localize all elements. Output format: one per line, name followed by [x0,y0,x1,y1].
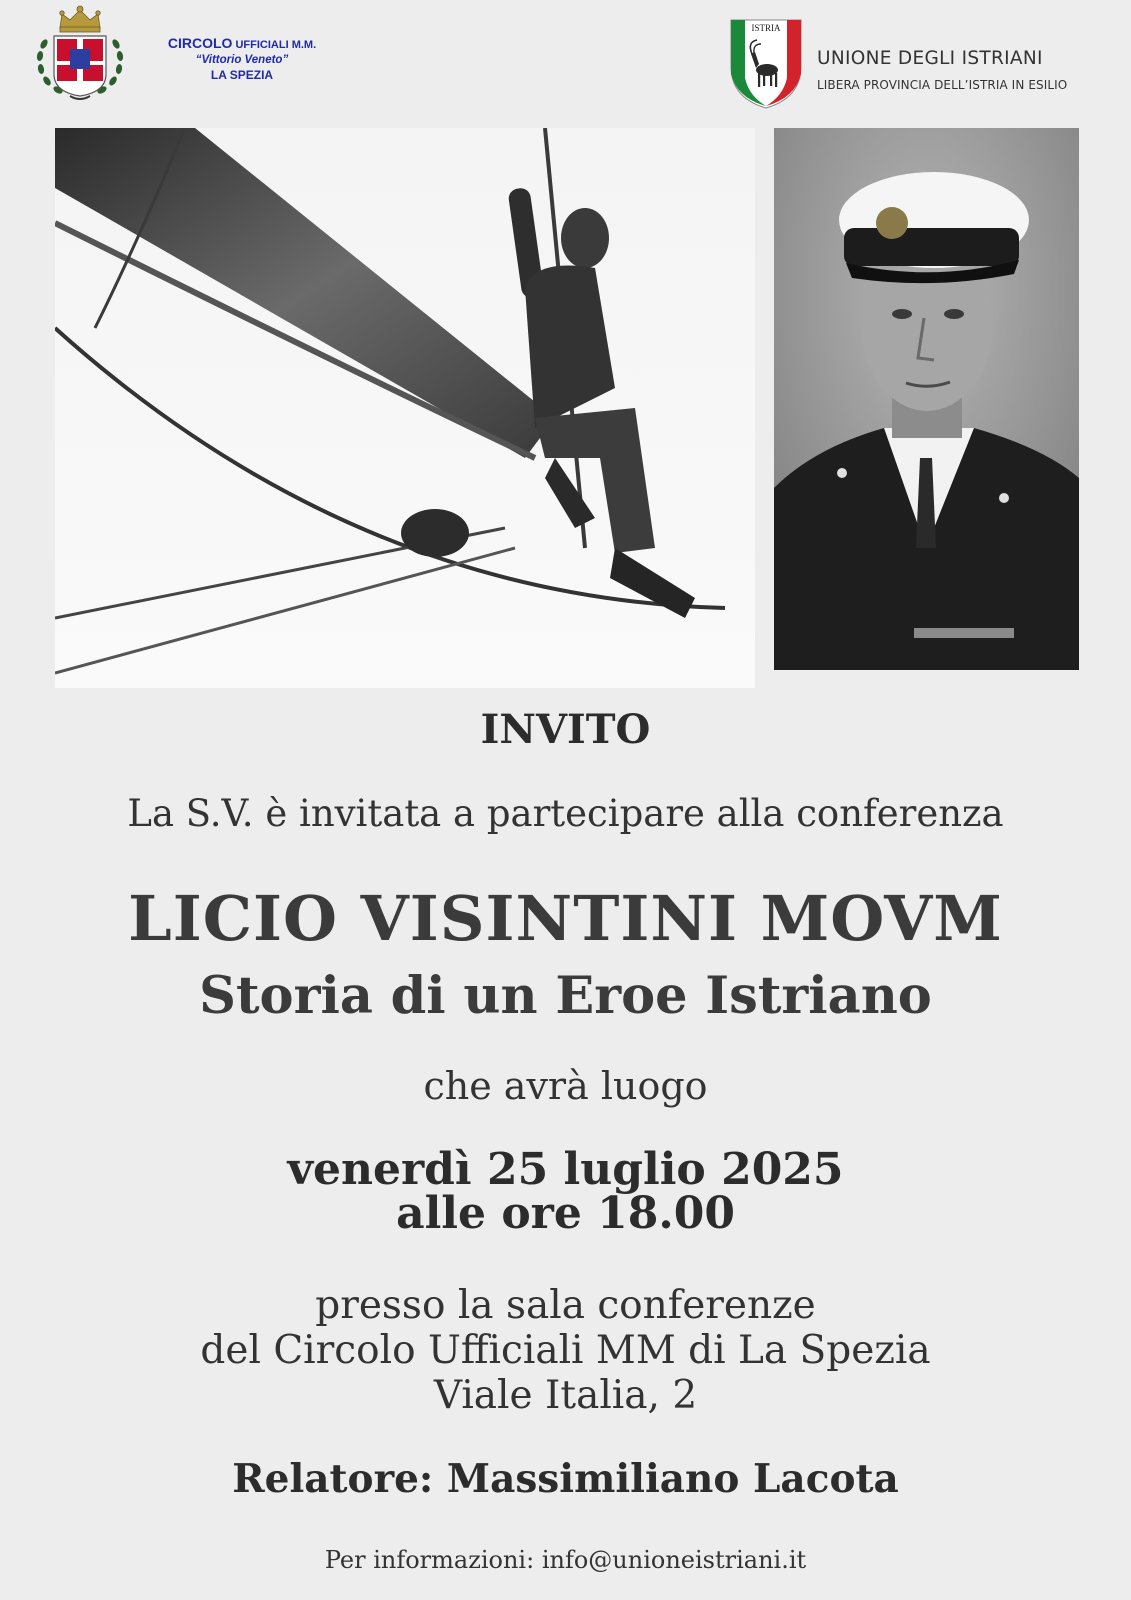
venue-address: Viale Italia, 2 [433,1373,698,1418]
invito-heading: INVITO [480,706,651,753]
luogo-line: che avrà luogo [423,1064,708,1108]
unione-istriani-logo [729,18,803,110]
event-time: alle ore 18.00 [396,1188,735,1239]
speaker-line: Relatore: Massimiliano Lacota [232,1456,899,1502]
event-date: venerdì 25 luglio 2025 [287,1144,844,1195]
event-title: LICIO VISINTINI MOVM [128,882,1003,955]
officer-portrait-image [774,128,1079,670]
invite-line: La S.V. è invitata a partecipare alla conferenza [127,792,1004,835]
unione-subtitle: LIBERA PROVINCIA DELL’ISTRIA IN ESILIO [817,78,1068,92]
circolo-name [142,36,342,83]
sailor-on-mast-photo [55,128,755,688]
circolo-la-spezia: LA SPEZIA [210,68,274,82]
savoy-crest-icon [30,4,130,108]
event-subtitle: Storia di un Eroe Istriano [199,966,932,1026]
circolo-word: CIRCOLO [167,35,233,51]
circolo-vittorio-veneto: “Vittorio Veneto” [195,54,289,66]
circolo-ufficiali: UFFICIALI M.M. [232,39,317,51]
naval-officer-portrait-photo [774,128,1079,670]
info-contact: Per informazioni: info@unioneistriani.it [324,1546,807,1574]
sailor-mast-image [55,128,755,688]
unione-title: UNIONE DEGLI ISTRIANI [817,48,1043,69]
circolo-logo [30,4,130,108]
venue-line-1: presso la sala conferenze [315,1283,816,1328]
venue-line-2: del Circolo Ufficiali MM di La Spezia [200,1328,931,1373]
istria-shield-icon [729,18,803,110]
istria-badge-text: ISTRIA [751,23,781,33]
circolo-line-1 [142,36,342,53]
